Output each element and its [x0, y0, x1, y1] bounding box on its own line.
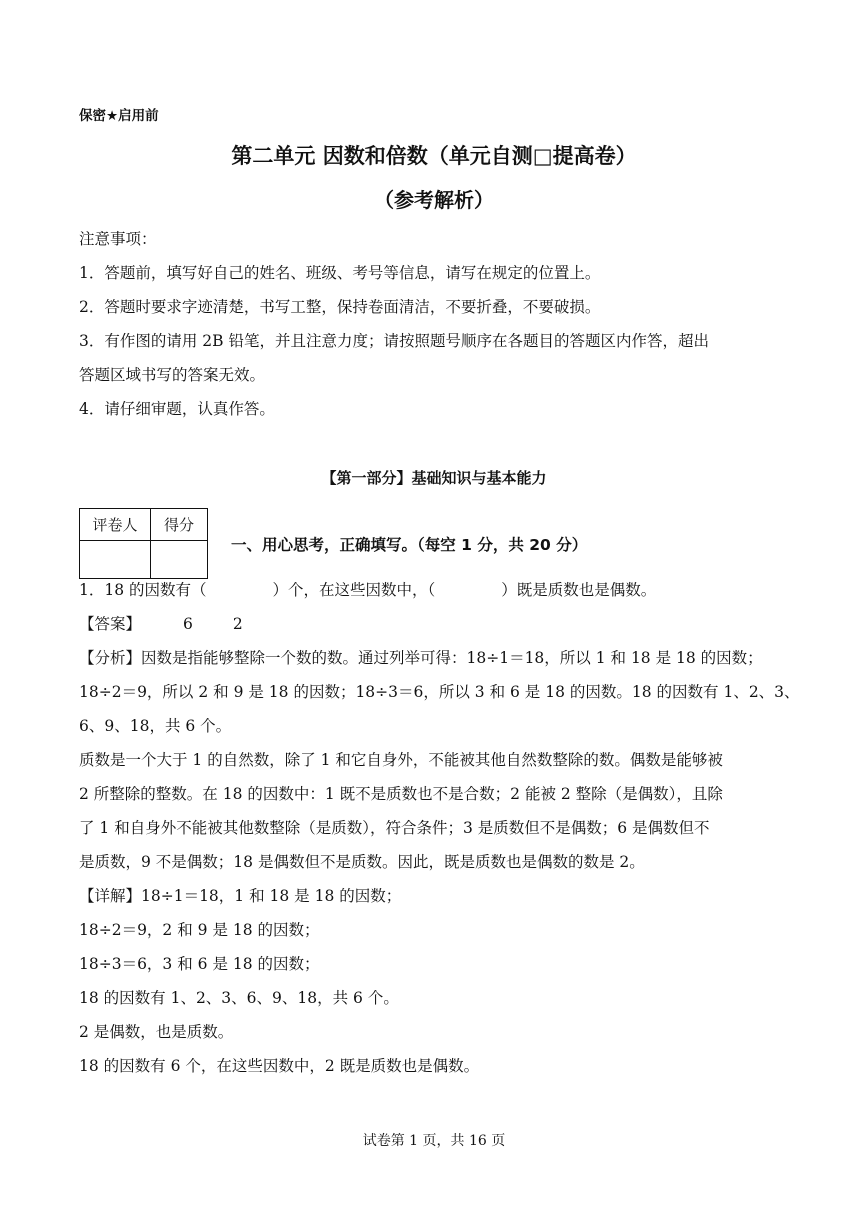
- question-text-a: 1．18 的因数有（: [79, 581, 207, 599]
- note-item: 1．答题前，填写好自己的姓名、班级、考号等信息，请写在规定的位置上。: [79, 264, 601, 282]
- score-header: 得分: [151, 509, 208, 541]
- question-text-b: ）个，在这些因数中，（: [272, 581, 436, 599]
- note-item: 2．答题时要求字迹清楚，书写工整，保持卷面清洁，不要折叠，不要破损。: [79, 298, 601, 316]
- detail-line: 2 是偶数，也是质数。: [79, 1023, 234, 1041]
- part-heading: 一、用心思考，正确填写。（每空 1 分，共 20 分）: [231, 536, 588, 554]
- note-item: 答题区域书写的答案无效。: [79, 366, 266, 384]
- analysis-line: 6、9、18，共 6 个。: [79, 717, 232, 735]
- analysis-line: 2 所整除的整数。在 18 的因数中：1 既不是质数也不是合数；2 能被 2 整除（是偶数），且除: [79, 785, 723, 803]
- page-subtitle: （参考解析）: [374, 188, 494, 212]
- grader-header: 评卷人: [80, 509, 151, 541]
- notes-heading: 注意事项：: [79, 230, 157, 248]
- analysis-line: 质数是一个大于 1 的自然数，除了 1 和它自身外，不能被其他自然数整除的数。偶数是能够被: [79, 751, 723, 769]
- answer-1: 6: [183, 615, 193, 633]
- grader-cell: [80, 541, 151, 579]
- analysis-line: 了 1 和自身外不能被其他数整除（是质数），符合条件；3 是质数但不是偶数；6 是偶数但不: [79, 819, 710, 837]
- section-title: 【第一部分】基础知识与基本能力: [321, 469, 547, 487]
- detail-line: 18÷3＝6，3 和 6 是 18 的因数；: [79, 955, 320, 973]
- answer-label: 【答案】: [79, 615, 142, 633]
- answer-line: [79, 614, 243, 634]
- analysis-line: 是质数，9 不是偶数；18 是偶数但不是质数。因此，既是质数也是偶数的数是 2。: [79, 853, 645, 871]
- score-table: [79, 508, 208, 579]
- question-text-c: ）既是质数也是偶数。: [501, 581, 657, 599]
- detail-line: 【详解】18÷1＝18，1 和 18 是 18 的因数；: [79, 887, 402, 905]
- question-1: [79, 580, 656, 600]
- analysis-line: 18÷2＝9，所以 2 和 9 是 18 的因数；18÷3＝6，所以 3 和 6 是 18 的因数。18 的因数有 1、2、3、: [79, 683, 800, 701]
- score-cell: [151, 541, 208, 579]
- note-item: 3．有作图的请用 2B 铅笔，并且注意力度；请按照题号顺序在各题目的答题区内作答，超出: [79, 332, 709, 350]
- detail-line: 18 的因数有 1、2、3、6、9、18，共 6 个。: [79, 989, 399, 1007]
- detail-line: 18 的因数有 6 个，在这些因数中，2 既是质数也是偶数。: [79, 1057, 480, 1075]
- answer-2: 2: [232, 615, 243, 633]
- page-title: 第二单元 因数和倍数（单元自测□提高卷）: [231, 144, 637, 168]
- note-item: 4．请仔细审题，认真作答。: [79, 400, 275, 418]
- secret-label: 保密★启用前: [79, 108, 159, 124]
- detail-line: 18÷2＝9，2 和 9 是 18 的因数；: [79, 921, 320, 939]
- analysis-line: 【分析】因数是指能够整除一个数的数。通过列举可得：18÷1＝18，所以 1 和 18 是 18 的因数；: [79, 649, 763, 667]
- page-footer: 试卷第 1 页，共 16 页: [362, 1133, 506, 1149]
